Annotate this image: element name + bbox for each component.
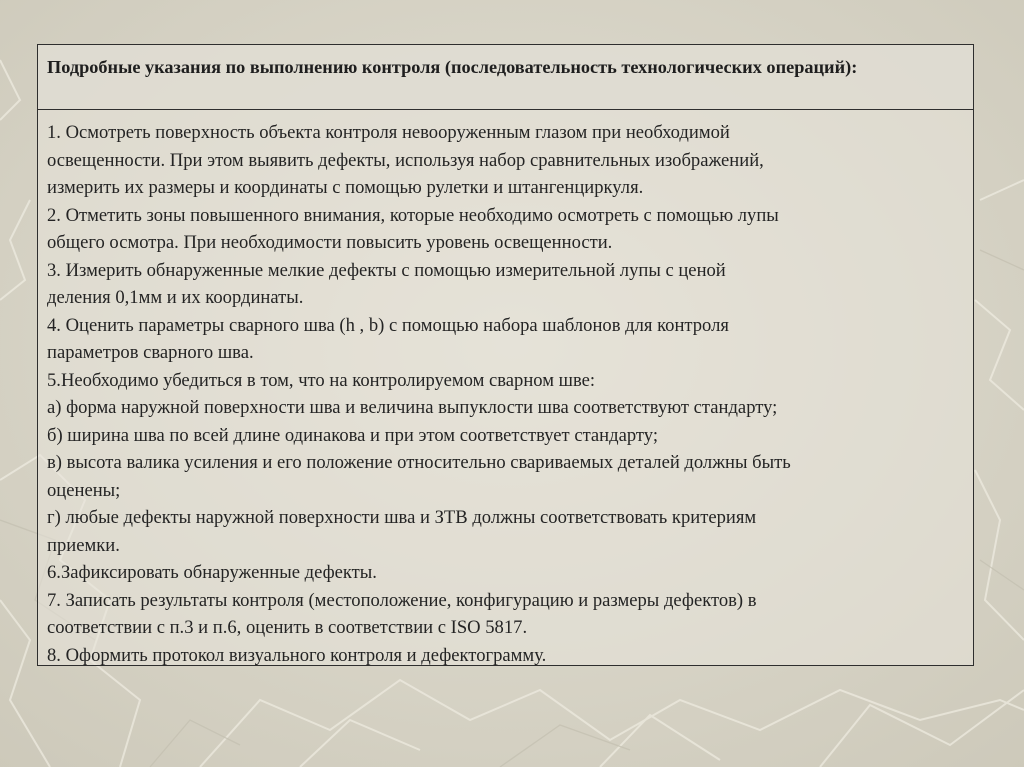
instruction-line: общего осмотра. При необходимости повысить уровень освещенности. xyxy=(47,232,613,253)
instruction-line: г) любые дефекты наружной поверхности шва и ЗТВ должны соответствовать критериям xyxy=(47,507,757,528)
instruction-line: соответствии с п.3 и п.6, оценить в соответствии с ISO 5817. xyxy=(47,617,528,638)
instructions-body xyxy=(38,110,973,669)
instruction-line: 5.Необходимо убедиться в том, что на контролируемом сварном шве: xyxy=(47,369,596,391)
instruction-line: приемки. xyxy=(47,534,120,556)
instruction-line: 3. Измерить обнаруженные мелкие дефекты с помощью измерительной лупы с ценой xyxy=(47,259,726,281)
instruction-line: измерить их размеры и координаты с помощью рулетки и штангенциркуля. xyxy=(47,177,644,198)
instruction-line: 7. Записать результаты контроля (местоположение, конфигурацию и размеры дефектов) в xyxy=(47,589,757,611)
instruction-line: освещенности. При этом выявить дефекты, используя набор сравнительных изображений, xyxy=(47,149,764,171)
instruction-line: 2. Отметить зоны повышенного внимания, которые необходимо осмотреть с помощью лупы xyxy=(47,204,779,226)
instruction-line: а) форма наружной поверхности шва и величина выпуклости шва соответствуют стандарту; xyxy=(47,397,778,418)
instruction-line: 6.Зафиксировать обнаруженные дефекты. xyxy=(47,562,377,583)
instruction-line: б) ширина шва по всей длине одинакова и при этом соответствует стандарту; xyxy=(47,424,658,446)
instruction-line: 4. Оценить параметры сварного шва (h , b) с помощью набора шаблонов для контроля xyxy=(47,314,729,336)
instruction-line: параметров сварного шва. xyxy=(47,342,254,363)
instruction-line: 8. Оформить протокол визуального контроля и дефектограмму. xyxy=(47,644,547,666)
table-header: Подробные указания по выполнению контроля (последовательность технологических операций): xyxy=(38,45,973,110)
instruction-line: 1. Осмотреть поверхность объекта контроля невооруженным глазом при необходимой xyxy=(47,122,730,143)
instruction-line: оценены; xyxy=(47,479,121,501)
instruction-line: деления 0,1мм и их координаты. xyxy=(47,287,304,308)
instruction-line: в) высота валика усиления и его положение относительно свариваемых деталей должны быть xyxy=(47,452,791,473)
instructions-table xyxy=(37,44,974,666)
